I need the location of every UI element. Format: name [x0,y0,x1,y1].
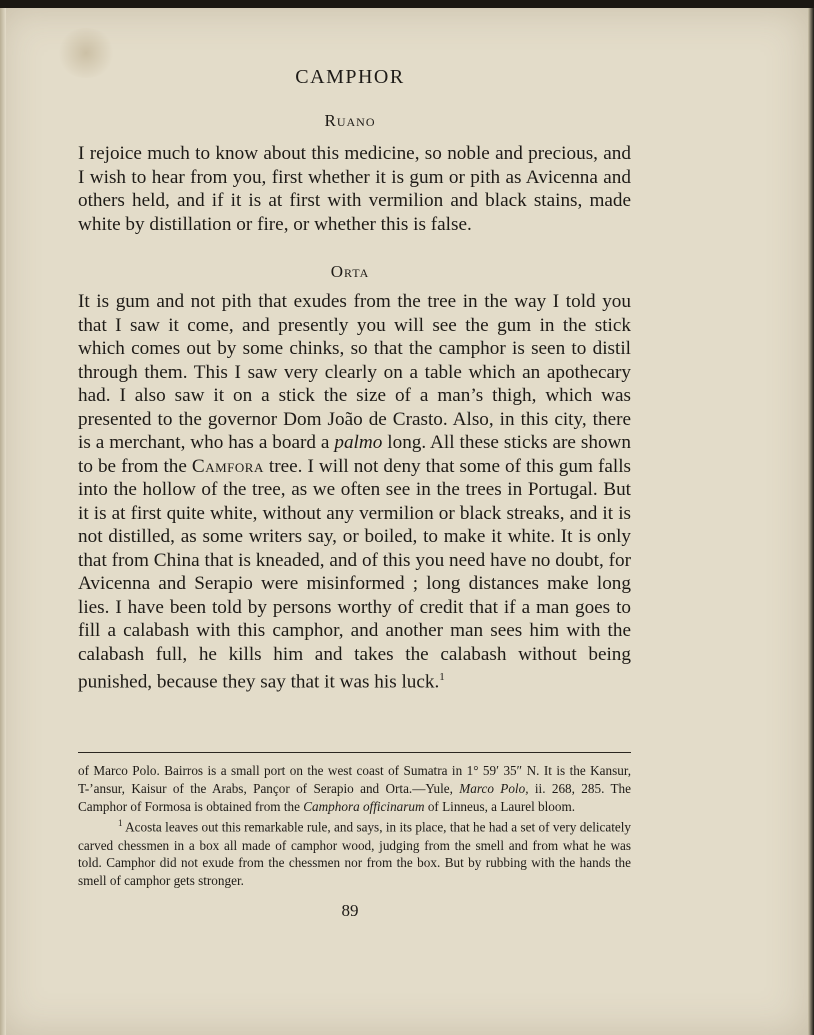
running-head: CAMPHOR [295,66,405,88]
italic-camphora-officinarum: Camphora officinarum [303,798,425,814]
footnote-cont-text-b: ii. 268, 285. The Camphor of Formosa is obtained from the [78,780,632,814]
footnote-continuation [78,762,631,815]
footnotes [78,762,631,890]
footnote-ref-1: 1 [439,671,445,683]
speaker-ruano: Ruano [324,111,376,130]
paragraph-ruano-text: I rejoice much to know about this medicine, so noble and precious, and I wish to hear from you, first whether it is gum or pith as Avicenna and others held, and if it is at first with vermilion and black stains, made white by distillation or fire, or whether this is false. [78,143,631,235]
footnote-1-marker: 1 [118,818,123,829]
paragraph-orta-text-c: tree. I will not deny that some of this gum falls into the hollow of the tree, as we often see in the trees in Portugal. But it is at first quite white, without any vermilion or black streaks, and it is not distilled, as some writers say, or boiled, to make it white. It is only that from China that is kneaded, and of this you need have no doubt, for Avicenna and Serapio were misinformed ; long distances make long lies. I have been told by persons worthy of credit that if a man goes to fill a calabash with this camphor, and another man sees him with the calabash full, he kills him and takes the calabash without being punished, because they say that it was his luck. [78,455,631,693]
footnote-rule [78,752,631,753]
page-number: 89 [341,901,359,920]
footnote-1 [78,815,631,890]
paragraph-orta-text-a: It is gum and not pith that exudes from the tree in the way I told you that I saw it come, and presently you will see the gum in the stick which comes out by some chinks, so that the camphor is seen to distil through them. This I saw very clearly on a table which an apothecary had. I also saw it on a stick the size of a man’s thigh, which was presented to the governor Dom João de Crasto. Also, in this city, there is a merchant, who has a board a [78,291,631,453]
speaker-orta: Orta [330,262,370,281]
smallcaps-camfora: Camfora [191,455,264,477]
italic-marco-polo: Marco Polo, [459,780,529,796]
footnote-cont-text-a: of Marco Polo. Bairros is a small port on the west coast of Sumatra in 1° 59′ 35″ N. It is the Kansur, T-’ansur, Kaisur of the Arabs, Pançor of Serapio and Orta.—Yule, [78,763,631,796]
book-page [0,8,808,1035]
footnote-cont-text-c: of Linneus, a Laurel bloom. [424,798,576,814]
paragraph-orta [78,290,631,694]
page-edge [808,8,814,1035]
italic-palmo: palmo [334,432,383,453]
paragraph-ruano [78,142,631,236]
footnote-1-text: Acosta leaves out this remarkable rule, and says, in its place, that he had a set of very delicately carved chessmen in a box all made of camphor wood, judging from the smell and from what he was told. Camphor did not exude from the chessmen nor from the box. But by rubbing with the hands the smell of camphor gets stronger. [78,819,631,889]
paragraph-orta-text-b: long. All these sticks are shown to be from the [78,432,631,477]
